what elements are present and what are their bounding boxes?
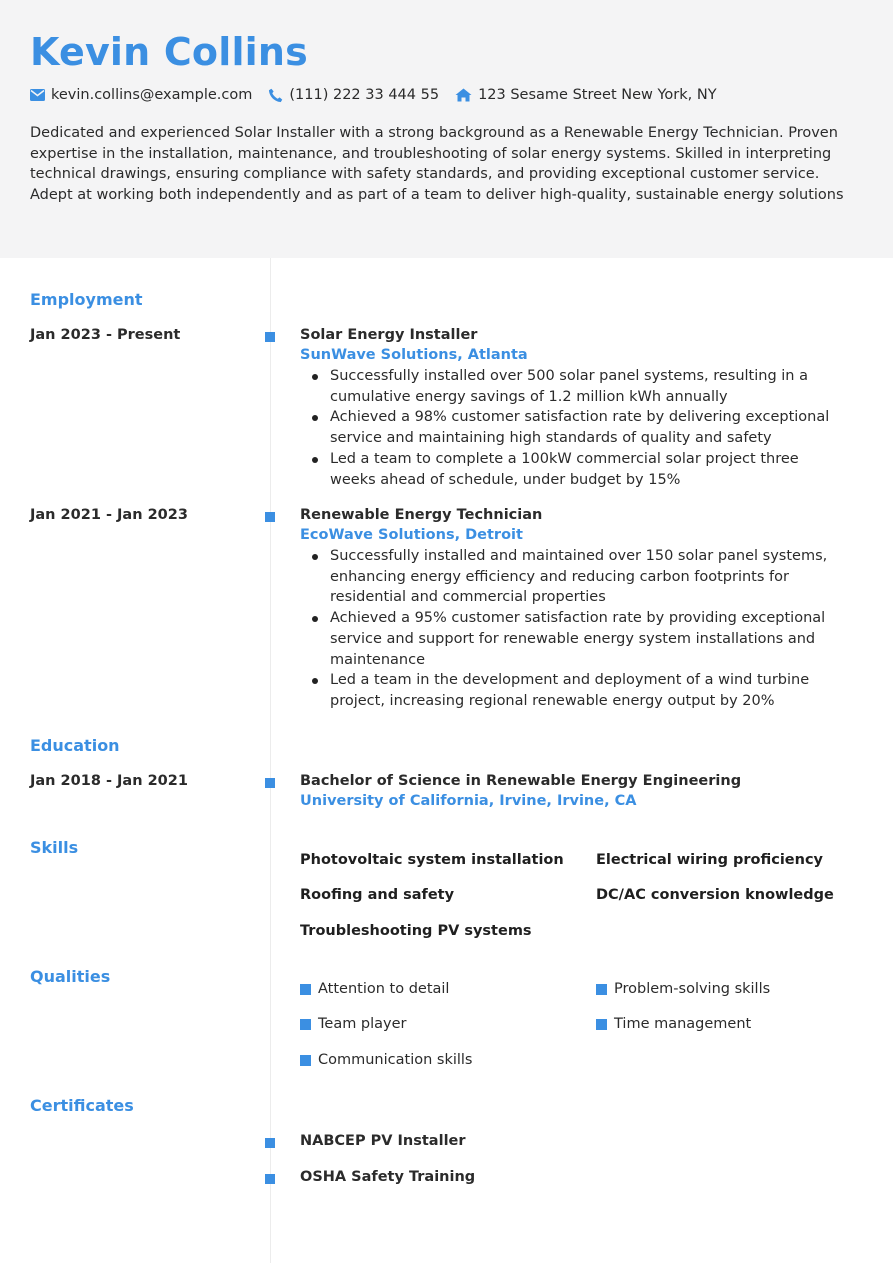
- skills-heading: Skills: [30, 838, 79, 857]
- certificate-item: OSHA Safety Training: [300, 1169, 476, 1185]
- timeline-marker: [265, 512, 275, 522]
- quality-text: Attention to detail: [318, 981, 450, 997]
- profile-summary: Dedicated and experienced Solar Installer with a strong background as a Renewable Energy Technician. Proven expertise in the installation, maintenance, and troubleshooting of solar energy systems. Skilled in interpreting technical drawings, ensuring compliance with safety standards, and providing exceptional customer service. Adept at working both independently and as part of a team to deliver high-quality, sustainable energy solutions: [30, 125, 844, 204]
- job-employer: EcoWave Solutions, Detroit: [300, 527, 523, 543]
- square-bullet-icon: [300, 1055, 311, 1066]
- achievement-item: [300, 670, 845, 711]
- contact-address: [455, 87, 717, 103]
- square-bullet-icon: [300, 984, 311, 995]
- job-achievements: [300, 546, 845, 712]
- square-bullet-icon: [596, 984, 607, 995]
- bullet-dot: [312, 457, 318, 463]
- address-text: 123 Sesame Street New York, NY: [478, 87, 717, 103]
- certificates-heading: Certificates: [30, 1096, 134, 1115]
- quality-item: [300, 1052, 473, 1068]
- square-bullet-icon: [596, 1019, 607, 1030]
- envelope-icon: [30, 89, 45, 101]
- timeline-marker: [265, 1174, 275, 1184]
- email-text: kevin.collins@example.com: [51, 87, 253, 103]
- bullet-dot: [312, 616, 318, 622]
- job-achievements: [300, 366, 845, 490]
- job-employer: SunWave Solutions, Atlanta: [300, 347, 528, 363]
- square-bullet-icon: [300, 1019, 311, 1030]
- employment-heading: Employment: [30, 290, 143, 309]
- quality-text: Time management: [614, 1016, 752, 1032]
- job-title: Renewable Energy Technician: [300, 507, 543, 523]
- resume-header: [0, 0, 893, 258]
- bullet-dot: [312, 554, 318, 560]
- timeline-marker: [265, 1138, 275, 1148]
- achievement-item: [300, 546, 845, 608]
- timeline-marker: [265, 778, 275, 788]
- qualities-heading: Qualities: [30, 967, 111, 986]
- timeline-divider: [270, 258, 271, 1263]
- achievement-text: Led a team to complete a 100kW commercial solar project three weeks ahead of schedule, under budget by 15%: [330, 450, 799, 488]
- contact-phone: [268, 87, 439, 103]
- contact-email: [30, 87, 252, 103]
- achievement-item: [300, 366, 845, 407]
- achievement-text: Led a team in the development and deployment of a wind turbine project, increasing regional renewable energy output by 20%: [330, 672, 810, 709]
- achievement-item: [300, 608, 845, 670]
- quality-item: [300, 1016, 407, 1032]
- certificate-item: NABCEP PV Installer: [300, 1133, 466, 1149]
- quality-item: [596, 981, 770, 997]
- education-heading: Education: [30, 736, 120, 755]
- skill-item: Roofing and safety: [300, 887, 455, 903]
- quality-text: Communication skills: [318, 1052, 473, 1068]
- bullet-dot: [312, 374, 318, 380]
- education-dates: Jan 2018 - Jan 2021: [30, 773, 188, 789]
- candidate-name: Kevin Collins: [30, 30, 308, 74]
- quality-item: [300, 981, 449, 997]
- phone-icon: [268, 88, 283, 103]
- timeline-marker: [265, 332, 275, 342]
- achievement-item: [300, 449, 845, 490]
- school-name: University of California, Irvine, Irvine, CA: [300, 793, 637, 809]
- job-dates: Jan 2021 - Jan 2023: [30, 507, 188, 523]
- job-title: Solar Energy Installer: [300, 327, 478, 343]
- achievement-text: Achieved a 98% customer satisfaction rate by delivering exceptional service and maintaining high standards of quality and safety: [330, 409, 830, 447]
- job-dates: Jan 2023 - Present: [30, 327, 181, 343]
- skill-item: Troubleshooting PV systems: [300, 923, 532, 939]
- contact-info: [30, 85, 733, 105]
- achievement-text: Successfully installed and maintained over 150 solar panel systems, enhancing energy efficiency and reducing carbon footprints for residential and commercial properties: [330, 548, 828, 606]
- quality-item: [596, 1016, 751, 1032]
- skill-item: Photovoltaic system installation: [300, 852, 564, 868]
- phone-text: (111) 222 33 444 55: [289, 87, 440, 103]
- quality-text: Team player: [318, 1016, 407, 1032]
- degree-title: Bachelor of Science in Renewable Energy Engineering: [300, 773, 742, 789]
- skill-item: DC/AC conversion knowledge: [596, 887, 834, 903]
- home-icon: [455, 88, 472, 102]
- skill-item: Electrical wiring proficiency: [596, 852, 824, 868]
- bullet-dot: [312, 415, 318, 421]
- achievement-text: Successfully installed over 500 solar panel systems, resulting in a cumulative energy savings of 1.2 million kWh annually: [330, 368, 808, 405]
- bullet-dot: [312, 678, 318, 684]
- achievement-item: [300, 407, 845, 448]
- achievement-text: Achieved a 95% customer satisfaction rate by providing exceptional service and support for renewable energy system installations and maintenance: [330, 610, 826, 668]
- quality-text: Problem-solving skills: [614, 981, 771, 997]
